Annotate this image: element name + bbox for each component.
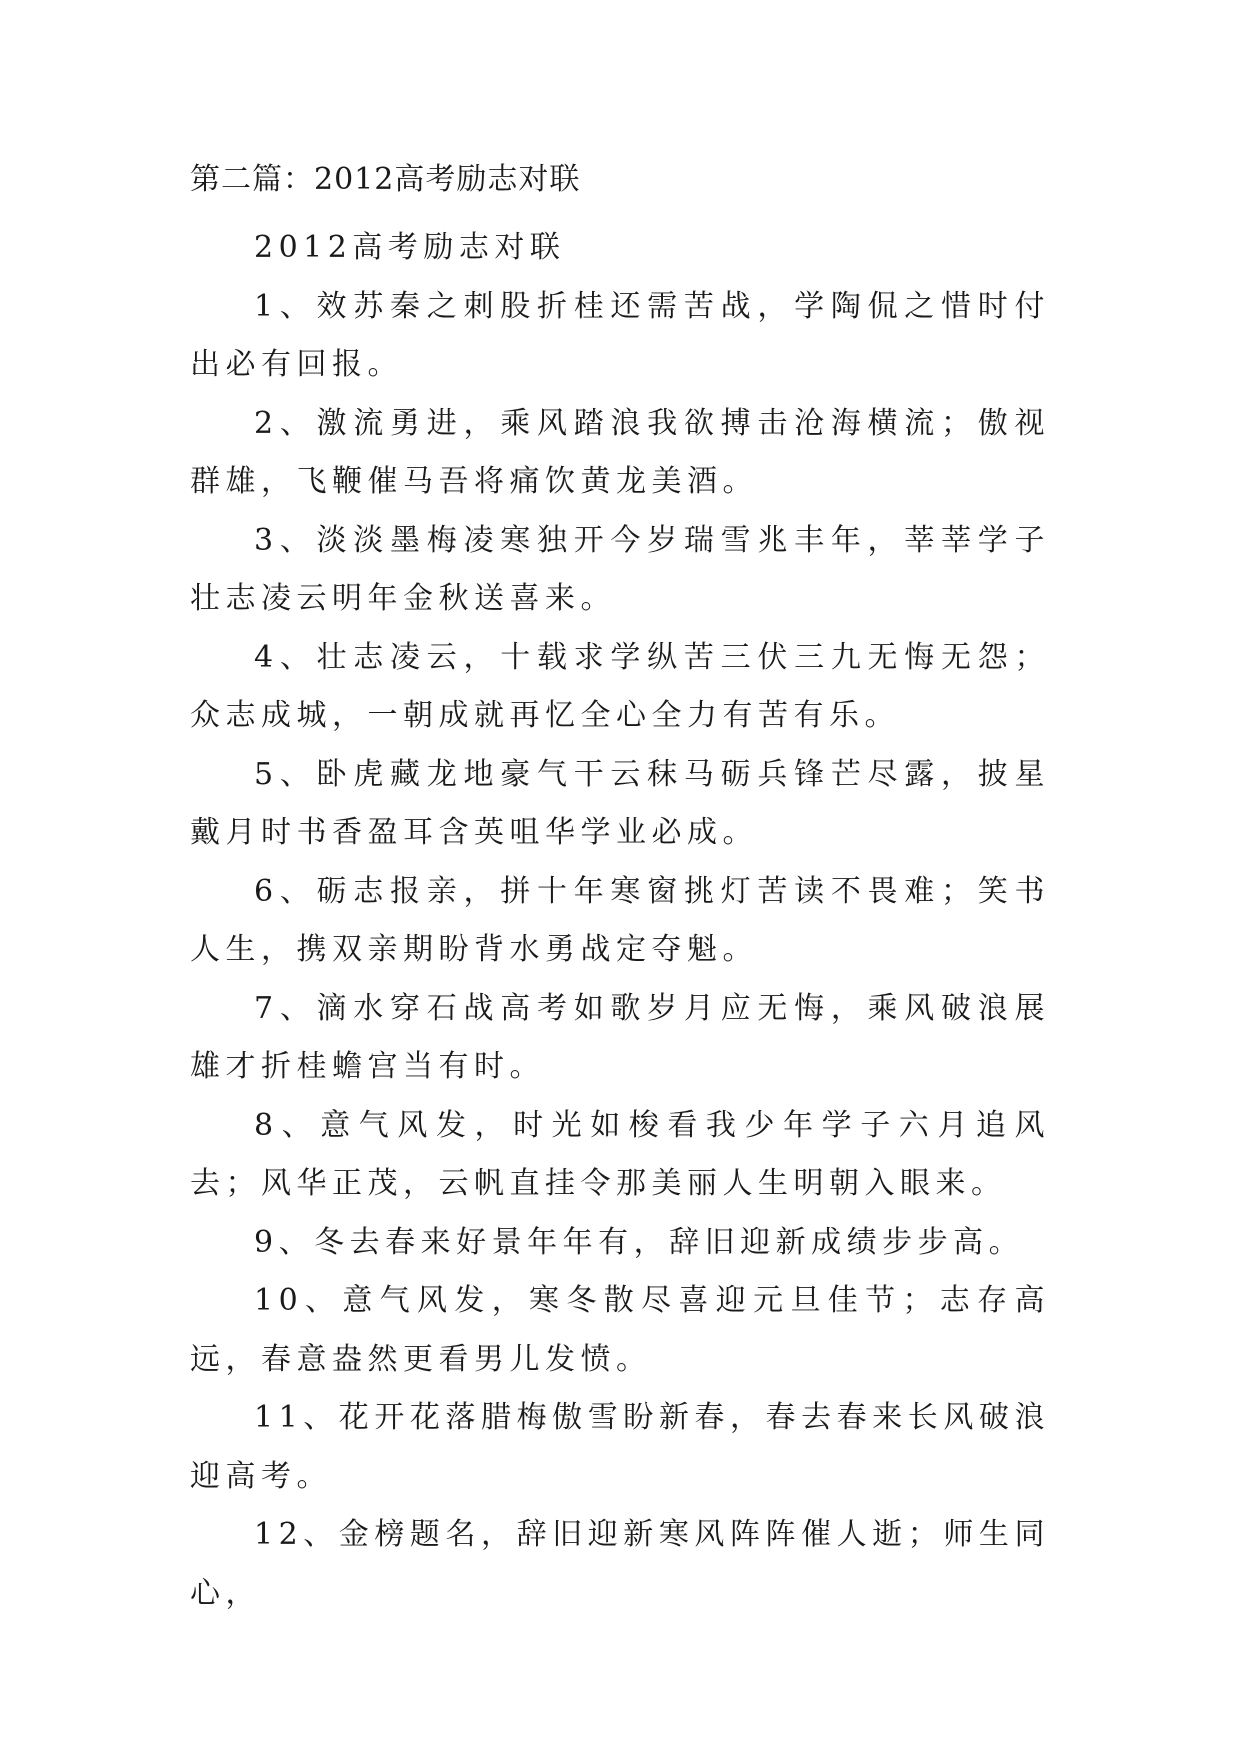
document-body <box>190 219 1050 1623</box>
paragraph-couplet-12: 12、金榜题名，辞旧迎新寒风阵阵催人逝；师生同心， <box>190 1517 1050 1611</box>
paragraph-couplet-2: 2、激流勇进，乘风踏浪我欲搏击沧海横流；傲视群雄，飞鞭催马吾将痛饮黄龙美酒。 <box>190 405 1050 499</box>
paragraph-couplet-5: 5、卧虎藏龙地豪气干云秣马砺兵锋芒尽露，披星戴月时书香盈耳含英咀华学业必成。 <box>190 756 1050 850</box>
paragraph-couplet-11: 11、花开花落腊梅傲雪盼新春，春去春来长风破浪迎高考。 <box>190 1400 1050 1494</box>
paragraph-couplet-4: 4、壮志凌云，十载求学纵苦三伏三九无悔无怨；众志成城，一朝成就再忆全心全力有苦有乐。 <box>190 639 1050 733</box>
paragraph-couplet-8: 8、意气风发，时光如梭看我少年学子六月追风去；风华正茂，云帆直挂令那美丽人生明朝入眼来。 <box>190 1107 1050 1201</box>
document-title: 第二篇：2012高考励志对联 <box>190 162 581 197</box>
paragraph-couplet-1: 1、效苏秦之刺股折桂还需苦战，学陶侃之惜时付出必有回报。 <box>190 288 1050 382</box>
paragraph-couplet-6: 6、砺志报亲，拼十年寒窗挑灯苦读不畏难；笑书人生，携双亲期盼背水勇战定夺魁。 <box>190 873 1050 967</box>
paragraph-subtitle: 2012高考励志对联 <box>254 230 566 265</box>
paragraph-couplet-10: 10、意气风发，寒冬散尽喜迎元旦佳节；志存高远，春意盎然更看男儿发愤。 <box>190 1283 1050 1377</box>
paragraph-couplet-9: 9、冬去春来好景年年有，辞旧迎新成绩步步高。 <box>254 1224 1025 1260</box>
paragraph-couplet-7: 7、滴水穿石战高考如歌岁月应无悔，乘风破浪展雄才折桂蟾宫当有时。 <box>190 990 1050 1084</box>
paragraph-couplet-3: 3、淡淡墨梅凌寒独开今岁瑞雪兆丰年，莘莘学子壮志凌云明年金秋送喜来。 <box>190 522 1050 616</box>
